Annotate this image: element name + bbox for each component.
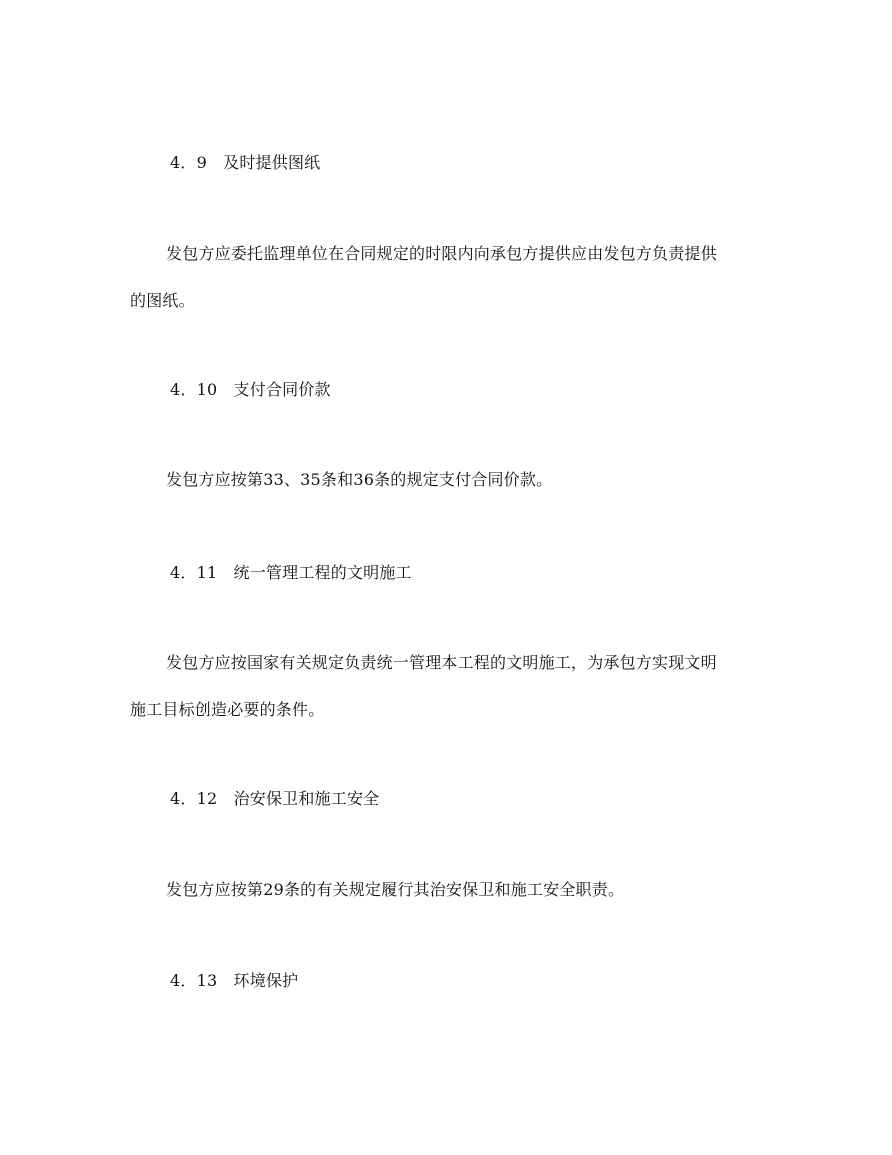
- paragraph-line: 发包方应按第33、35条和36条的规定支付合同价款。: [166, 470, 553, 489]
- paragraph-line: 发包方应按第29条的有关规定履行其治安保卫和施工安全职责。: [166, 880, 625, 899]
- paragraph-line: 施工目标创造必要的条件。: [130, 700, 325, 719]
- section-heading: 4．13 环境保护: [170, 971, 299, 990]
- section-heading: 4．11 统一管理工程的文明施工: [170, 563, 412, 582]
- paragraph-line: 发包方应委托监理单位在合同规定的时限内向承包方提供应由发包方负责提供: [166, 244, 717, 263]
- section-heading: 4．9 及时提供图纸: [170, 153, 321, 172]
- paragraph-line: 发包方应按国家有关规定负责统一管理本工程的文明施工，为承包方实现文明: [166, 653, 717, 672]
- section-heading: 4．12 治安保卫和施工安全: [170, 789, 380, 808]
- paragraph-line: 的图纸。: [130, 291, 195, 310]
- section-heading: 4．10 支付合同价款: [170, 380, 331, 399]
